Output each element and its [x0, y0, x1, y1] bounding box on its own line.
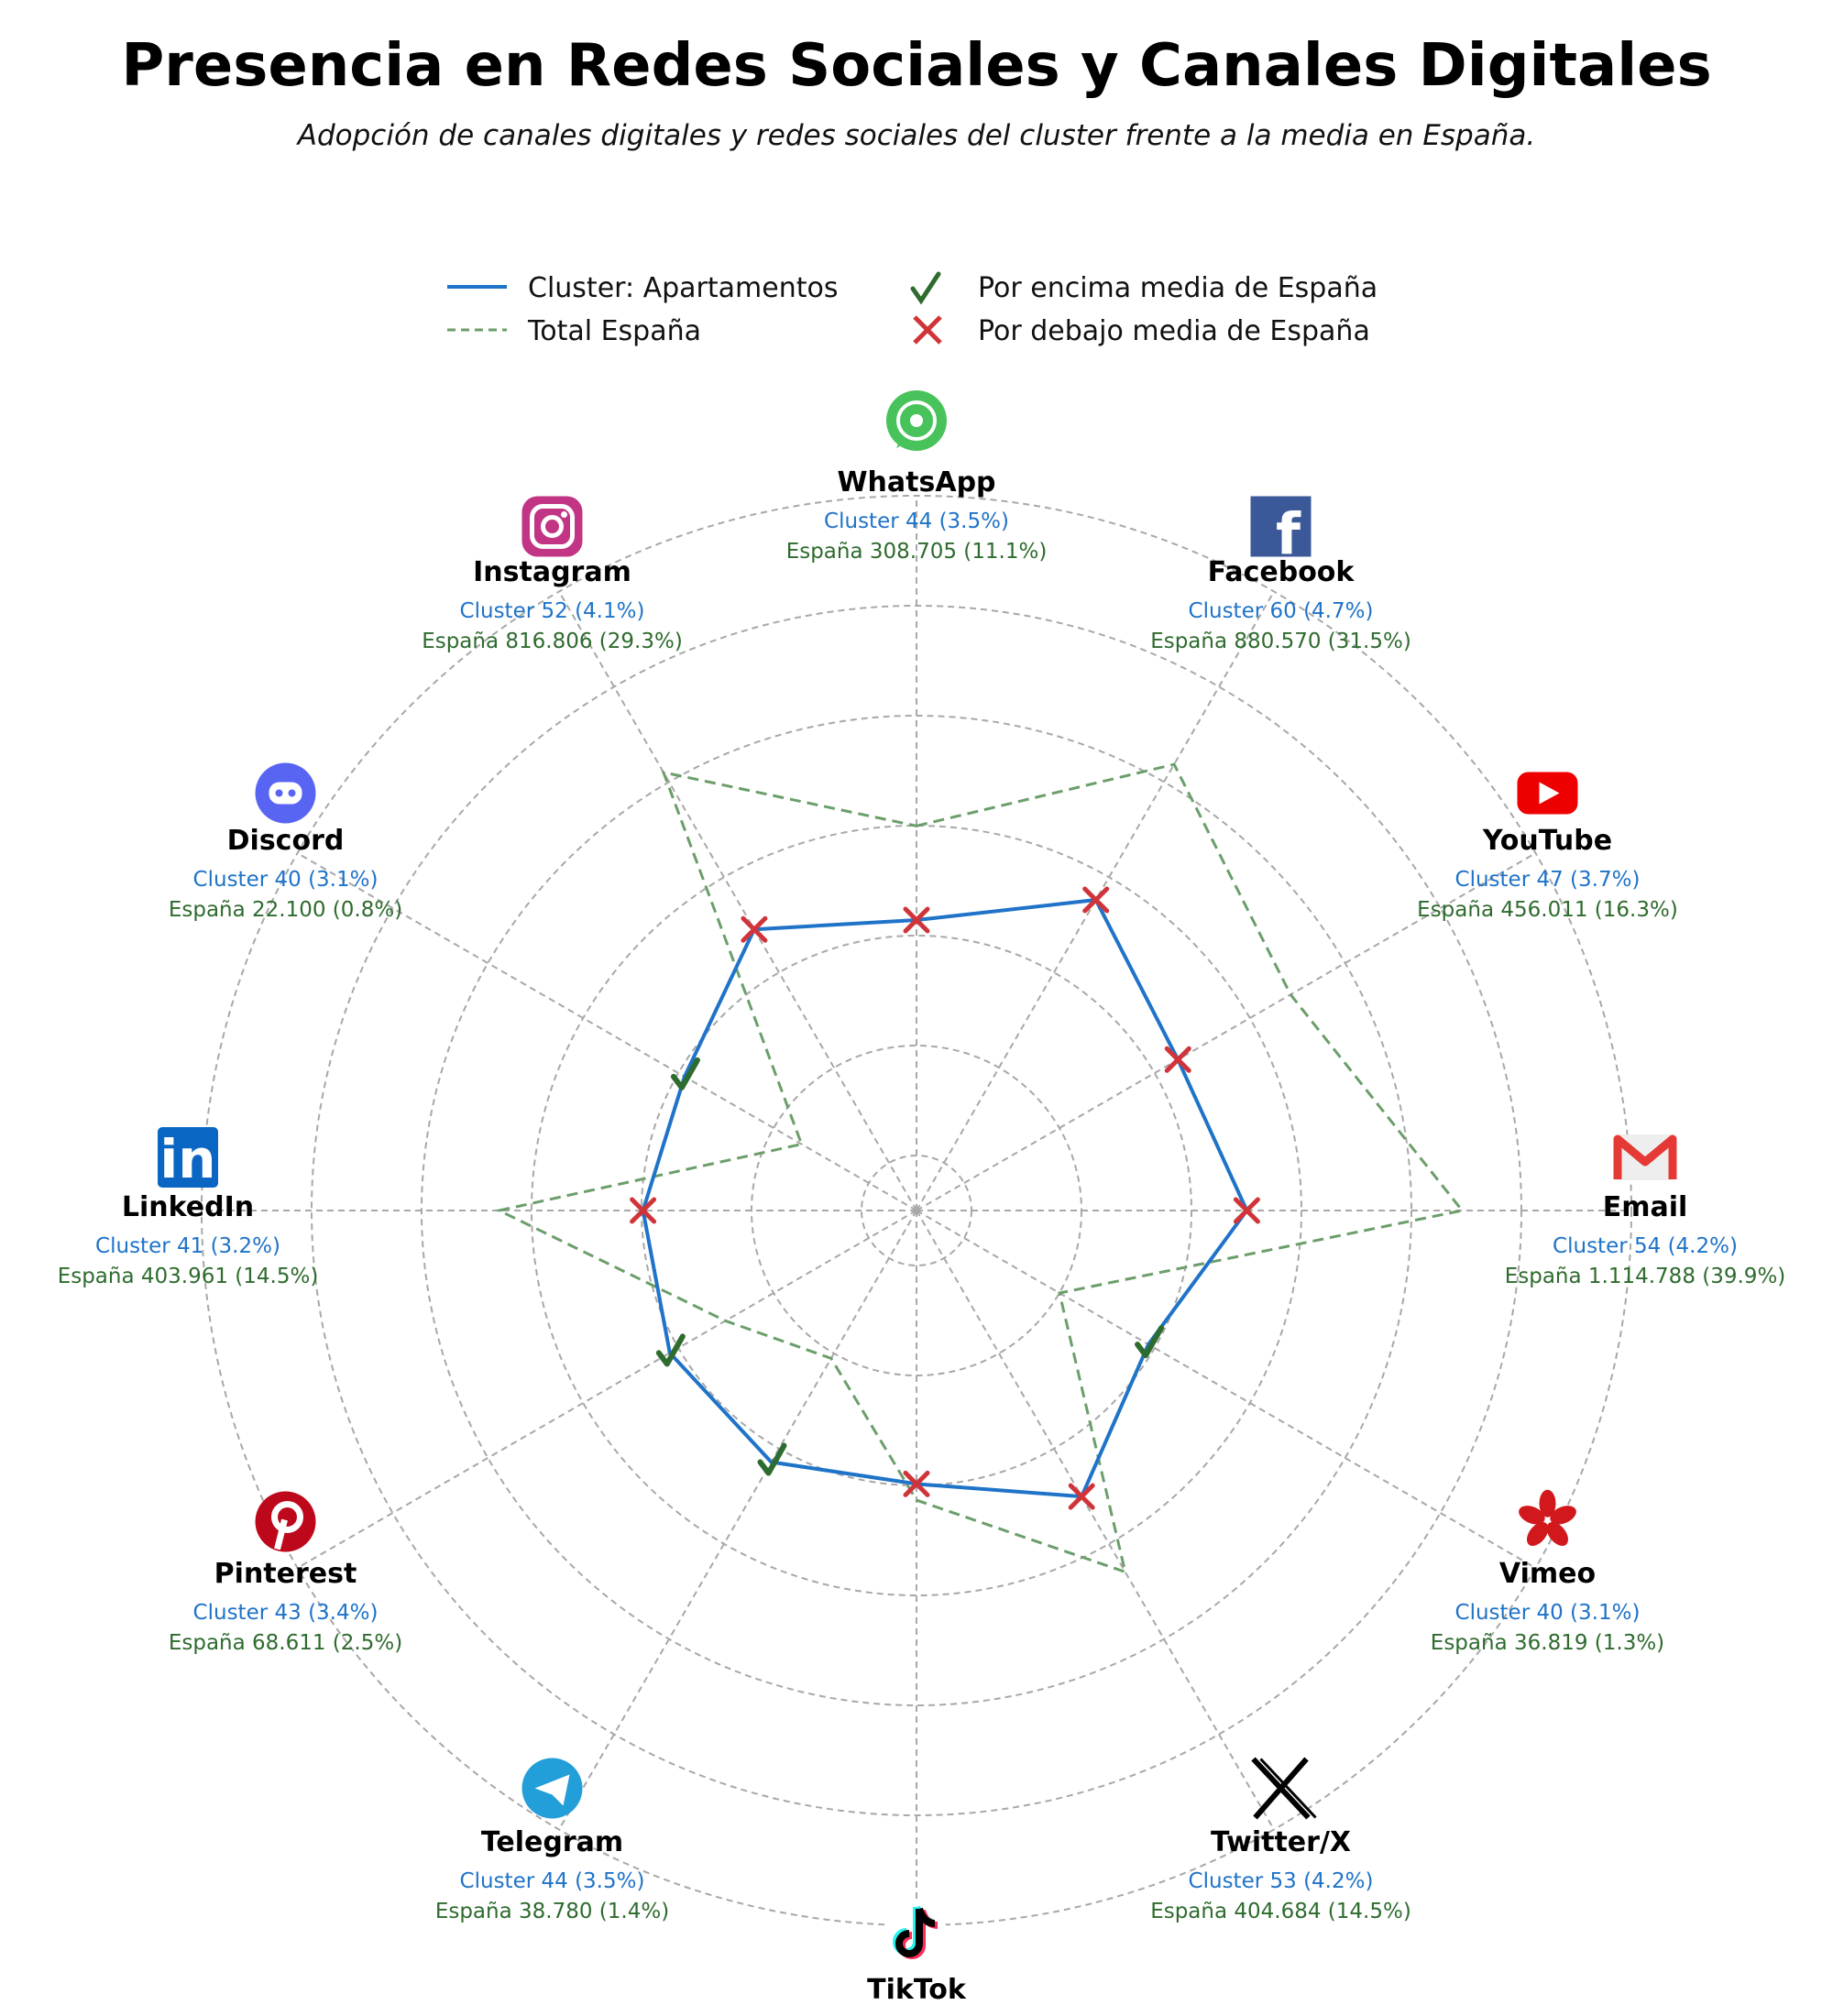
label-tiktok: TikTok	[867, 1974, 966, 2006]
youtube-icon	[1517, 772, 1577, 815]
label-whatsapp-spain: España 308.705 (11.1%)	[785, 540, 1048, 564]
discord-icon	[256, 763, 316, 824]
label-pinterest-spain: España 68.611 (2.5%)	[168, 1631, 403, 1655]
chart-subtitle: Adopción de canales digitales y redes sociales del cluster frente a la media en España.	[297, 119, 1536, 152]
label-linkedin: LinkedIn	[121, 1191, 255, 1223]
radar-grid	[202, 496, 1631, 1925]
spoke-telegram	[559, 1211, 916, 1829]
label-vimeo-spain: España 36.819 (1.3%)	[1430, 1631, 1665, 1655]
legend-check-icon	[913, 274, 938, 301]
twitter-x-icon	[1254, 1759, 1316, 1817]
legend-cluster-label: Cluster: Apartamentos	[528, 272, 839, 304]
label-discord-spain: España 22.100 (0.8%)	[168, 898, 403, 922]
series-total-espana	[499, 764, 1463, 1572]
email-icon	[1615, 1134, 1675, 1180]
label-vimeo-cluster: Cluster 40 (3.1%)	[1454, 1601, 1641, 1625]
label-instagram-cluster: Cluster 52 (4.1%)	[459, 599, 645, 624]
label-email-spain: España 1.114.788 (39.9%)	[1504, 1265, 1786, 1288]
whatsapp-icon	[886, 390, 947, 451]
label-linkedin-cluster: Cluster 41 (3.2%)	[95, 1234, 280, 1258]
telegram-icon	[522, 1758, 583, 1818]
spoke-vimeo	[916, 1211, 1535, 1568]
label-vimeo: Vimeo	[1498, 1558, 1597, 1590]
legend-spain-label: Total España	[528, 315, 702, 347]
label-twitter-x: Twitter/X	[1210, 1825, 1352, 1858]
category-labels	[58, 466, 1786, 2016]
label-facebook-spain: España 880.570 (31.5%)	[1150, 630, 1411, 654]
spoke-instagram	[559, 592, 916, 1211]
label-pinterest-cluster: Cluster 43 (3.4%)	[192, 1601, 379, 1625]
svg-text:in: in	[159, 1128, 216, 1190]
vimeo-icon	[1516, 1490, 1579, 1550]
label-facebook: Facebook	[1207, 556, 1355, 589]
chart-title: Presencia en Redes Sociales y Canales Digitales	[121, 32, 1712, 100]
label-twitter-x-spain: España 404.684 (14.5%)	[1150, 1899, 1411, 1923]
label-whatsapp: WhatsApp	[837, 466, 996, 499]
label-discord-cluster: Cluster 40 (3.1%)	[192, 868, 379, 892]
label-youtube-cluster: Cluster 47 (3.7%)	[1454, 868, 1641, 892]
label-email: Email	[1602, 1191, 1688, 1223]
label-instagram-spain: España 816.806 (29.3%)	[422, 630, 683, 654]
label-linkedin-spain: España 403.961 (14.5%)	[57, 1265, 319, 1288]
label-youtube: YouTube	[1482, 825, 1613, 857]
label-telegram-cluster: Cluster 44 (3.5%)	[459, 1868, 645, 1893]
label-discord: Discord	[226, 825, 345, 857]
label-telegram-spain: España 38.780 (1.4%)	[434, 1899, 670, 1923]
label-pinterest: Pinterest	[214, 1558, 357, 1590]
series-cluster	[643, 900, 1247, 1496]
label-whatsapp-cluster: Cluster 44 (3.5%)	[824, 509, 1009, 533]
label-twitter-x-cluster: Cluster 53 (4.2%)	[1188, 1868, 1374, 1893]
pinterest-icon	[256, 1492, 316, 1552]
legend-cross-icon	[915, 317, 940, 343]
marker-youtube-cross-icon	[1167, 1048, 1189, 1070]
radar-series	[499, 764, 1463, 1572]
instagram-icon	[522, 497, 583, 557]
legend-below-label: Por debajo media de España	[978, 315, 1370, 347]
legend	[447, 272, 1377, 347]
legend-above-label: Por encima media de España	[978, 272, 1378, 304]
label-facebook-cluster: Cluster 60 (4.7%)	[1188, 599, 1374, 624]
svg-text:f: f	[1276, 500, 1301, 568]
label-instagram: Instagram	[473, 556, 631, 589]
linkedin-icon	[158, 1127, 218, 1190]
tiktok-icon	[886, 1902, 947, 1963]
label-email-cluster: Cluster 54 (4.2%)	[1553, 1234, 1738, 1258]
label-telegram: Telegram	[480, 1825, 624, 1858]
label-youtube-spain: España 456.011 (16.3%)	[1417, 898, 1678, 922]
